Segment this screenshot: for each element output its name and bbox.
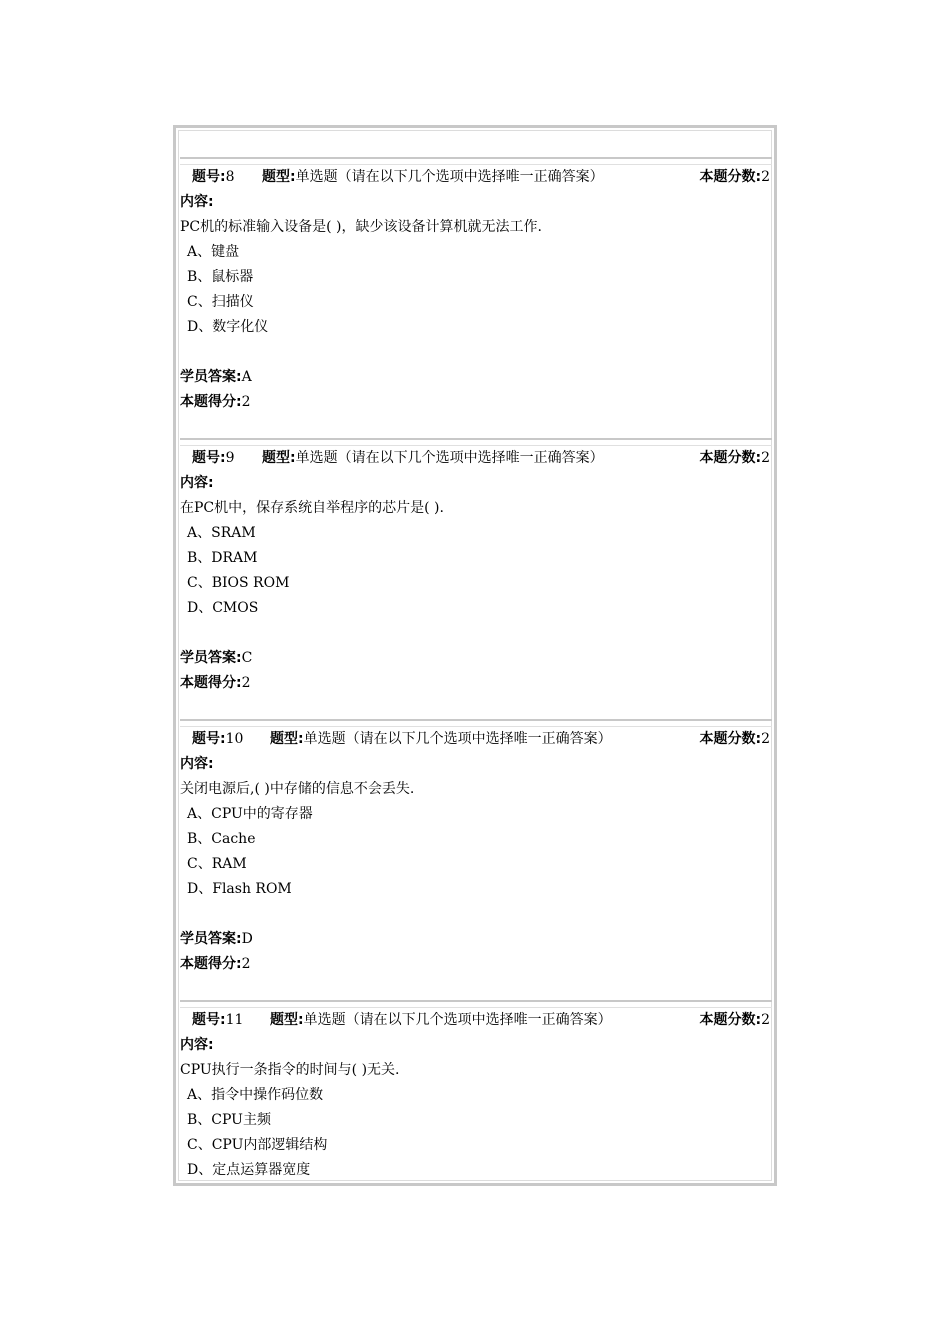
question-number: 题号:8 [192, 169, 235, 185]
question-block-9 [180, 438, 770, 696]
option-d: D、数字化仪 [187, 319, 269, 335]
question-text: PC机的标准输入设备是( )，缺少该设备计算机就无法工作. [180, 219, 542, 235]
option-b: B、CPU主频 [187, 1112, 271, 1128]
spacer [180, 340, 770, 365]
question-separator [180, 1000, 772, 1008]
spacer [180, 902, 770, 927]
spacer [180, 621, 770, 646]
question-separator [180, 438, 772, 446]
question-score: 本题分数:2 [699, 450, 770, 466]
question-text: CPU执行一条指令的时间与( )无关. [180, 1062, 400, 1078]
option-b: B、DRAM [187, 550, 258, 566]
option-c: C、RAM [187, 856, 247, 872]
option-c: C、扫描仪 [187, 294, 254, 310]
option-b: B、Cache [187, 831, 256, 847]
content-label: 内容: [180, 475, 214, 491]
option-c: C、CPU内部逻辑结构 [187, 1137, 328, 1153]
question-score: 本题分数:2 [699, 169, 770, 185]
question-score: 本题分数:2 [699, 731, 770, 747]
question-text: 关闭电源后,( )中存储的信息不会丢失. [180, 781, 415, 797]
question-text: 在PC机中，保存系统自举程序的芯片是( ). [180, 500, 444, 516]
question-header [180, 1008, 770, 1033]
question-score: 本题分数:2 [699, 1012, 770, 1028]
question-header [180, 446, 770, 471]
question-number: 题号:11 [192, 1012, 244, 1028]
question-type: 题型:单选题（请在以下几个选项中选择唯一正确答案） [262, 450, 604, 466]
question-block-11 [180, 1000, 770, 1183]
option-a: A、CPU中的寄存器 [187, 806, 313, 822]
option-b: B、鼠标器 [187, 269, 254, 285]
option-c: C、BIOS ROM [187, 575, 290, 591]
student-answer: 学员答案:A [180, 369, 252, 385]
question-type: 题型:单选题（请在以下几个选项中选择唯一正确答案） [270, 731, 612, 747]
option-d: D、Flash ROM [187, 881, 292, 897]
question-number: 题号:9 [192, 450, 235, 466]
content-label: 内容: [180, 194, 214, 210]
exam-frame [173, 125, 777, 1186]
question-type: 题型:单选题（请在以下几个选项中选择唯一正确答案） [262, 169, 604, 185]
student-answer: 学员答案:C [180, 650, 253, 666]
question-separator [180, 719, 772, 727]
question-separator [180, 157, 772, 165]
option-d: D、定点运算器宽度 [187, 1162, 311, 1178]
question-block-10 [180, 719, 770, 977]
question-header [180, 727, 770, 752]
question-points: 本题得分:2 [180, 675, 251, 691]
content-label: 内容: [180, 756, 214, 772]
question-points: 本题得分:2 [180, 394, 251, 410]
content-label: 内容: [180, 1037, 214, 1053]
option-a: A、键盘 [187, 244, 240, 260]
question-block-8 [180, 157, 770, 415]
question-type: 题型:单选题（请在以下几个选项中选择唯一正确答案） [270, 1012, 612, 1028]
question-points: 本题得分:2 [180, 956, 251, 972]
option-a: A、指令中操作码位数 [187, 1087, 324, 1103]
question-number: 题号:10 [192, 731, 244, 747]
option-a: A、SRAM [187, 525, 256, 541]
question-header [180, 165, 770, 190]
student-answer: 学员答案:D [180, 931, 253, 947]
option-d: D、CMOS [187, 600, 259, 616]
